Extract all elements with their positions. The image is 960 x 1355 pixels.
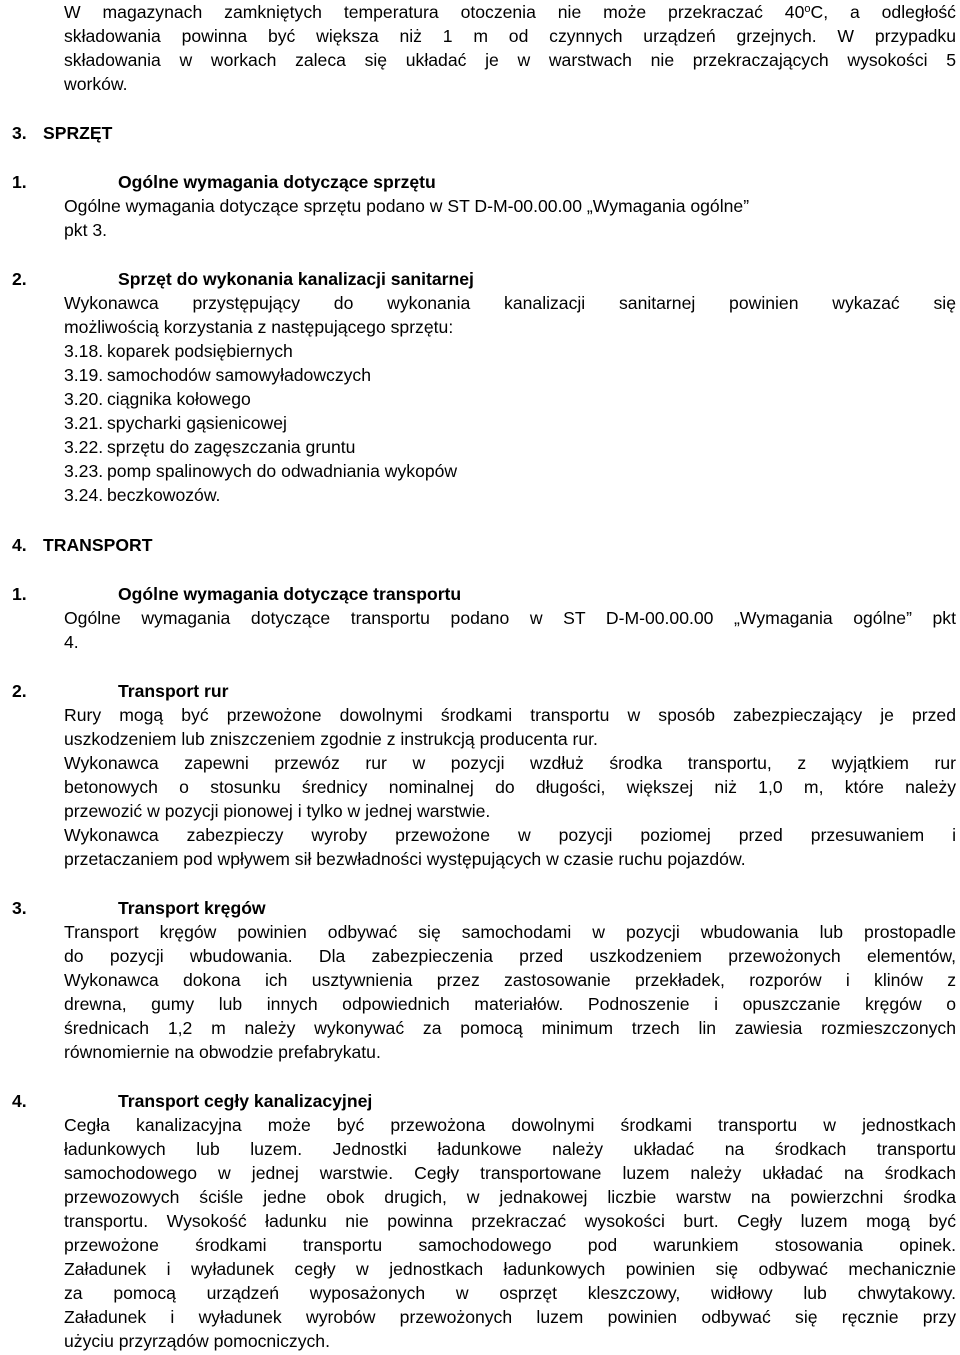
paragraph-line: przewozić w pozycji pionowej i tylko w jednej warstwie.: [64, 801, 491, 821]
intro-line-1-text: W magazynach zamkniętych temperatura otoczenia nie może przekraczać 40: [64, 2, 805, 22]
list-item-text: beczkowozów.: [107, 485, 221, 505]
list-item-text: ciągnika kołowego: [107, 389, 251, 409]
paragraph-line: ładunkowych lub luzem. Jednostki ładunkowe należy układać na środkach transportu: [64, 1139, 956, 1159]
paragraph-line: Wykonawca zabezpieczy wyroby przewożone w pozycji poziomej przed przesuwaniem i: [64, 825, 956, 845]
intro-line-1-end: C, a odległość: [810, 2, 956, 22]
paragraph-line: Transport kręgów powinien odbywać się samochodami w pozycji wbudowania lub prostopadle: [64, 922, 956, 942]
paragraph-line: równomiernie na obwodzie prefabrykatu.: [64, 1042, 381, 1062]
paragraph-line: średnicach 1,2 m należy wykonywać za pomocą minimum trzech lin zawiesia rozmieszczonych: [64, 1018, 956, 1038]
paragraph-line: przewozowych ściśle jedne obok drugich, w jednakowej liczbie warstw na powierzchni środka: [64, 1187, 956, 1207]
list-item-number: 3.18.: [64, 341, 104, 361]
section-4-2-number: 2.: [12, 681, 27, 701]
list-item-number: 3.23.: [64, 461, 104, 481]
section-3-1-number: 1.: [12, 172, 27, 192]
paragraph-line: Rury mogą być przewożone dowolnymi środkami transportu w sposób zabezpieczający je przed: [64, 705, 956, 725]
intro-line-3: składowania w workach zaleca się układać je w warstwach nie przekraczających wysokości 5: [64, 50, 956, 70]
paragraph-line: przetaczaniem pod wpływem sił bezwładności występujących w czasie ruchu pojazdów.: [64, 849, 746, 869]
paragraph-line: Cegła kanalizacyjna może być przewożona dowolnymi środkami transportu w jednostkach: [64, 1115, 956, 1135]
paragraph-line: do pozycji wbudowania. Dla zabezpieczenia przed uszkodzeniem przewożonych elementów,: [64, 946, 956, 966]
list-item-text: pomp spalinowych do odwadniania wykopów: [107, 461, 458, 481]
section-3-2-text-2: możliwością korzystania z następującego sprzętu:: [64, 317, 454, 337]
section-4-1-text-2: 4.: [64, 632, 79, 652]
section-4-3-number: 3.: [12, 898, 27, 918]
section-4-1-number: 1.: [12, 584, 27, 604]
section-4-2-title: Transport rur: [118, 681, 229, 701]
degree-superscript: o: [804, 3, 811, 15]
section-4-number: 4.: [12, 535, 27, 555]
paragraph-line: za pomocą urządzeń wyposażonych w osprzęt kleszczowy, widłowy lub chwytakowy.: [64, 1283, 956, 1303]
section-3-1-title: Ogólne wymagania dotyczące sprzętu: [118, 172, 436, 192]
list-item-number: 3.24.: [64, 485, 104, 505]
list-item-number: 3.22.: [64, 437, 104, 457]
list-item-number: 3.20.: [64, 389, 104, 409]
section-4-title: TRANSPORT: [43, 535, 153, 555]
section-4-4-title: Transport cegły kanalizacyjnej: [118, 1091, 373, 1111]
list-item-text: samochodów samowyładowczych: [107, 365, 372, 385]
intro-line-1: [64, 0, 956, 24]
list-item-text: koparek podsiębiernych: [107, 341, 293, 361]
paragraph-line: transportu. Wysokość ładunku nie powinna przekraczać wysokości burt. Cegły luzem mogą być: [64, 1211, 956, 1231]
section-3-2-title: Sprzęt do wykonania kanalizacji sanitarnej: [118, 269, 474, 289]
section-3-title: SPRZĘT: [43, 123, 113, 143]
list-item-number: 3.21.: [64, 413, 104, 433]
paragraph-line: Wykonawca dokona ich usztywnienia przez zastosowanie przekładek, rozporów i klinów z: [64, 970, 956, 990]
section-4-1-title: Ogólne wymagania dotyczące transportu: [118, 584, 462, 604]
section-3-number: 3.: [12, 123, 27, 143]
paragraph-line: samochodowego w jednej warstwie. Cegły transportowane luzem należy układać na środkach: [64, 1163, 956, 1183]
paragraph-line: Załadunek i wyładunek cegły w jednostkach ładunkowych powinien się odbywać mechanicznie: [64, 1259, 956, 1279]
paragraph-line: Wykonawca zapewni przewóz rur w pozycji wzdłuż środka transportu, z wyjątkiem rur: [64, 753, 956, 773]
intro-line-4: worków.: [64, 74, 128, 94]
section-3-1-text-2: pkt 3.: [64, 220, 108, 240]
paragraph-line: uszkodzeniem lub zniszczeniem zgodnie z instrukcją producenta rur.: [64, 729, 598, 749]
list-item-text: sprzętu do zagęszczania gruntu: [107, 437, 356, 457]
paragraph-line: betonowych o stosunku średnicy nominalnej do długości, większej niż 1,0 m, które należy: [64, 777, 956, 797]
list-item-text: spycharki gąsienicowej: [107, 413, 287, 433]
paragraph-line: użyciu przyrządów pomocniczych.: [64, 1331, 330, 1351]
list-item-number: 3.19.: [64, 365, 104, 385]
paragraph-line: Załadunek i wyładunek wyrobów przewożonych luzem powinien odbywać się ręcznie przy: [64, 1307, 956, 1327]
paragraph-line: przewożone środkami transportu samochodowego pod warunkiem stosowania opinek.: [64, 1235, 956, 1255]
section-3-1-text-1: Ogólne wymagania dotyczące sprzętu podano w ST D-M-00.00.00 „Wymagania ogólne”: [64, 196, 750, 216]
section-3-2-number: 2.: [12, 269, 27, 289]
section-4-3-title: Transport kręgów: [118, 898, 266, 918]
paragraph-line: drewna, gumy lub innych odpowiednich materiałów. Podnoszenie i opuszczanie kręgów o: [64, 994, 956, 1014]
intro-line-2: składowania powinna być większa niż 1 m od czynnych urządzeń grzejnych. W przypadku: [64, 26, 956, 46]
section-3-2-text-1: Wykonawca przystępujący do wykonania kanalizacji sanitarnej powinien wykazać się: [64, 293, 956, 313]
section-4-1-text-1: Ogólne wymagania dotyczące transportu podano w ST D-M-00.00.00 „Wymagania ogólne” pkt: [64, 608, 956, 628]
section-4-4-number: 4.: [12, 1091, 27, 1111]
